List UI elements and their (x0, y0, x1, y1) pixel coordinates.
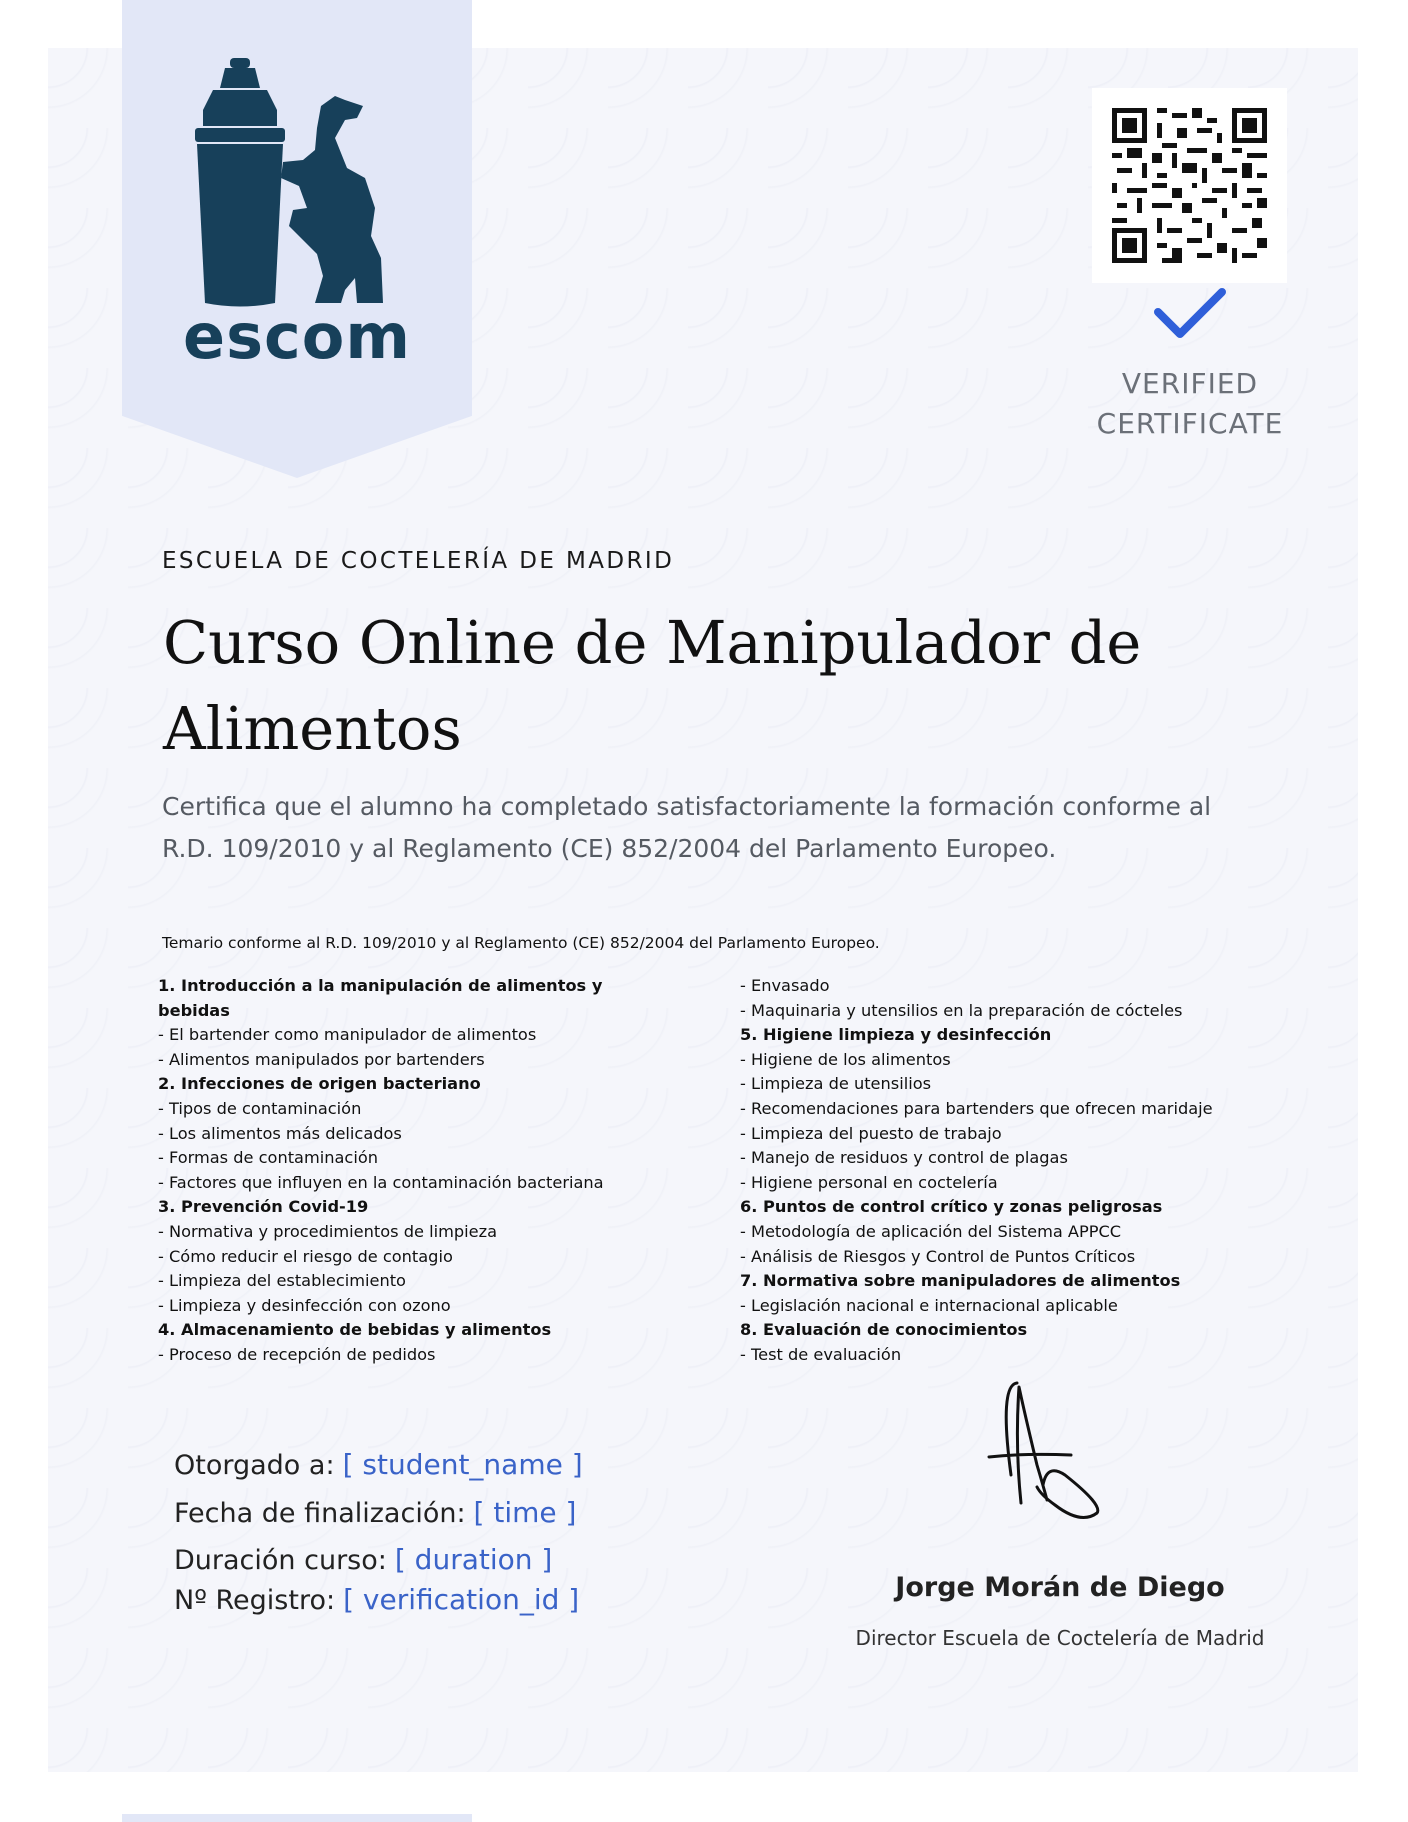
signatory-role: Director Escuela de Coctelería de Madrid (855, 1626, 1265, 1650)
completion-date-label: Fecha de finalización: (174, 1498, 466, 1529)
verified-certificate-label (1060, 364, 1320, 444)
syllabus-module-heading: 4. Almacenamiento de bebidas y alimentos (158, 1320, 552, 1340)
ribbon-bottom-edge (122, 1814, 472, 1822)
syllabus-topic: - Análisis de Riesgos y Control de Puntos Críticos (740, 1246, 1136, 1266)
verification-id-value: [ verification_id ] (343, 1583, 580, 1616)
syllabus-topic: - Metodología de aplicación del Sistema APPCC (740, 1221, 1122, 1241)
awarded-to-label: Otorgado a: (174, 1450, 335, 1481)
syllabus-topic: - Factores que influyen en la contaminación bacteriana (158, 1172, 604, 1192)
syllabus-module-heading: 8. Evaluación de conocimientos (740, 1320, 1028, 1340)
syllabus-intro: Temario conforme al R.D. 109/2010 y al Reglamento (CE) 852/2004 del Parlamento Europeo. (162, 934, 880, 952)
registry-label: Nº Registro: (174, 1585, 336, 1616)
syllabus-topic: - Legislación nacional e internacional aplicable (740, 1295, 1118, 1315)
syllabus-module-heading: 5. Higiene limpieza y desinfección (740, 1025, 1052, 1045)
certification-statement: Certifica que el alumno ha completado satisfactoriamente la formación conforme al R.D. 109/2010 y al Reglamento (CE) 852/2004 del Parlamento Europeo. (162, 792, 1212, 863)
syllabus-module-heading: 7. Normativa sobre manipuladores de alimentos (740, 1271, 1181, 1291)
syllabus-topic: - Formas de contaminación (158, 1148, 378, 1168)
syllabus-module-heading: 3. Prevención Covid-19 (158, 1197, 369, 1217)
syllabus-topic: - Los alimentos más delicados (158, 1123, 402, 1143)
logo-wordmark: escom (183, 300, 411, 373)
completion-date-value: [ time ] (473, 1496, 577, 1529)
registry-row (174, 1583, 579, 1616)
duration-row (174, 1543, 552, 1576)
syllabus-topic: - Normativa y procedimientos de limpieza (158, 1221, 497, 1241)
awarded-to-row (174, 1448, 583, 1481)
syllabus-topic: - Recomendaciones para bartenders que ofrecen maridaje (740, 1098, 1213, 1118)
school-name: ESCUELA DE COCTELERÍA DE MADRID (162, 548, 675, 574)
syllabus-topic: - Test de evaluación (740, 1344, 902, 1364)
syllabus-topic: - Limpieza del establecimiento (158, 1271, 406, 1291)
shaker-bear-logo-icon (185, 58, 415, 318)
syllabus-topic: - Proceso de recepción de pedidos (158, 1344, 436, 1364)
student-name-value: [ student_name ] (342, 1448, 583, 1481)
check-mark-icon (1150, 284, 1230, 344)
syllabus-topic: - Cómo reducir el riesgo de contagio (158, 1246, 453, 1266)
syllabus-topic: - El bartender como manipulador de alimentos (158, 1025, 537, 1045)
course-title: Curso Online de Manipulador de Alimentos (163, 608, 1142, 763)
qr-code-graphic (1112, 108, 1267, 263)
syllabus-topic: - Higiene personal en coctelería (740, 1172, 998, 1192)
handwritten-signature (985, 1375, 1115, 1525)
syllabus-topic: - Alimentos manipulados por bartenders (158, 1049, 485, 1069)
syllabus-topic: - Maquinaria y utensilios en la preparación de cócteles (740, 1000, 1183, 1020)
syllabus-module-heading: 2. Infecciones de origen bacteriano (158, 1074, 481, 1094)
syllabus-topic: - Envasado (740, 976, 830, 995)
qr-code-icon[interactable] (1092, 88, 1287, 283)
syllabus-topic: - Higiene de los alimentos (740, 1049, 951, 1069)
duration-label: Duración curso: (174, 1545, 387, 1576)
syllabus-topic: - Limpieza de utensilios (740, 1074, 932, 1094)
syllabus-topic: - Limpieza del puesto de trabajo (740, 1123, 1002, 1143)
syllabus-topic: - Limpieza y desinfección con ozono (158, 1295, 451, 1315)
syllabus-topic: - Manejo de residuos y control de plagas (740, 1148, 1068, 1168)
completion-date-row (174, 1496, 576, 1529)
verified-label-line1: VERIFIED (1121, 367, 1259, 400)
duration-value: [ duration ] (394, 1543, 553, 1576)
signatory-name: Jorge Morán de Diego (895, 1572, 1225, 1603)
syllabus-right-column (740, 974, 1300, 1368)
syllabus-left-column (158, 974, 648, 1378)
verified-label-line2: CERTIFICATE (1096, 407, 1284, 440)
syllabus-topic: - Tipos de contaminación (158, 1098, 362, 1118)
syllabus-module-heading: 6. Puntos de control crítico y zonas peligrosas (740, 1197, 1163, 1217)
syllabus-module-heading: 1. Introducción a la manipulación de alimentos y bebidas (158, 976, 603, 1020)
